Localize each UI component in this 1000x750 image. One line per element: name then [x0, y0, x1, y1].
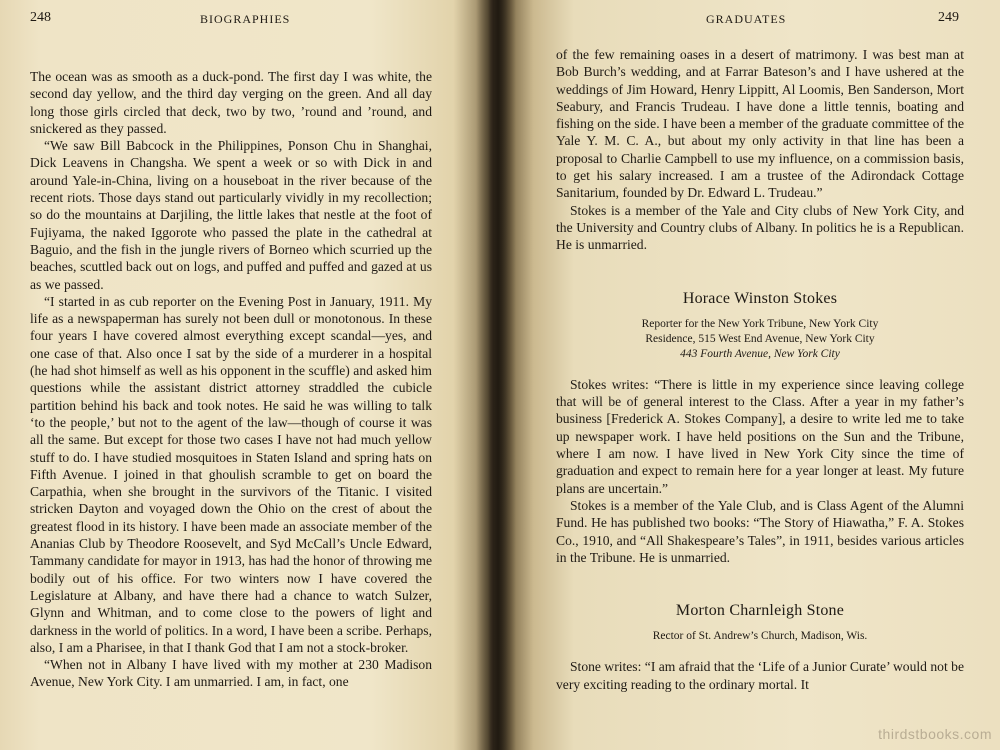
running-head: GRADUATES: [706, 12, 787, 26]
entry-details: [556, 629, 964, 644]
entry-name-heading: Morton Charnleigh Stone: [675, 602, 845, 620]
book-gutter: [476, 0, 516, 750]
paragraph: Stone writes: “I am afraid that the ‘Life of a Junior Curate’ would not be very exciting reading to the ordinary mortal. It: [556, 659, 964, 692]
left-page: [0, 0, 493, 750]
running-head: BIOGRAPHIES: [200, 12, 291, 26]
right-page: [493, 0, 1000, 750]
paragraph: “We saw Bill Babcock in the Philippines, Ponson Chu in Shanghai, Dick Leavens in Changsha. We spent a week or so with Dick in and around Yale-in-China, living on a houseboat in the river because of the recent riots. Those days stand out particularly vividly in my recollection; so do the mountains at Darjiling, the little lakes that nestle at the foot of Fujiyama, the naked Iggorote who passed the plate in the cathedral at Baguio, and the fish in the jungle rivers of Borneo which scurried up the beaches, scuttled back out on logs, and puffed and puffed and gazed at us as we passed.: [30, 138, 432, 292]
paragraph: of the few remaining oases in a desert of matrimony. I was best man at Bob Burch’s wedding, and at Farrar Bateson’s and I have ushered at the weddings of Jim Howard, Henry Lippitt, Al Loomis, Ben Sanderson, Mort Seabury, and Francis Trudeau. I have done a little tennis, boating and fishing on the side. I have been a member of the graduate committee of the Yale Y. M. C. A., but about my only activity in that line has been a proposal to Charlie Campbell to use my influence, on a commission basis, to get his salary increased. I am a trustee of the Adirondack Cottage Sanitarium, founded by Dr. Edward L. Trudeau.”: [556, 47, 964, 201]
paragraph: Stokes is a member of the Yale Club, and is Class Agent of the Alumni Fund. He has published two books: “The Story of Hiawatha,” F. A. Stokes Co., 1910, and “All Shakespeare’s Tales”, in 1911, besides various articles in the Tribune. He is unmarried.: [556, 497, 964, 565]
entry-residence: Residence, 515 West End Avenue, New York City: [645, 332, 875, 345]
paragraph: “I started in as cub reporter on the Evening Post in January, 1911. My life as a newspaperman has surely not been dull or monotonous. In these four years I have covered almost everything except scandal—yes, and one case of that. Also once I sat by the side of a murderer in a hospital (he had shot himself as well as his opponent in the scuffle) and asked him questions while the assistant district attorney straddled the cubicle partition behind his back and took notes. He said he was willing to talk ‘to the people,’ but not to the agent of the law—though of course it was all the same. But except for those two cases I have not had much yellow stuff to do. I have studied mosquitoes in Staten Island and spring hats on Fifth Avenue. I joined in that ghoulish scramble to get on board the Carpathia, when she brought in the survivors of the Titanic. I visited stricken Dayton and voyaged down the Ohio on the crest of about the greatest flood in its history. I have been made an associate member of the Ananias Club by Theodore Roosevelt, and Syd McCall’s Uncle Edward, Tammany candidate for mayor in 1913, has had the honor of throwing me bodily out of his office. For two winters now I have covered the Legislature at Albany, and have there had a chance to watch Sulzer, Glynn and Whitman, and to come close to the powers of light and darkness in the world of politics. In a word, I have been a scribe. Perhaps, also, I am a Pharisee, in that I thank God that I am not a stock-broker.: [30, 293, 432, 655]
entry-occupation: Rector of St. Andrew’s Church, Madison, Wis.: [652, 630, 868, 643]
watermark-text: thirdstbooks.com: [878, 726, 992, 742]
entry-occupation: Reporter for the New York Tribune, New York City: [641, 317, 879, 330]
right-page-text: [556, 46, 964, 693]
paragraph: Stokes writes: “There is little in my experience since leaving college that will be of general interest to the Class. After a year in my father’s business [Frederick A. Stokes Company], a desire to write led me to take up newspaper work. I have held positions on the Sun and the Tribune, where I am now. I have lived in New York City since the time of graduation and expect to remain here for a year longer at least. My future plans are uncertain.”: [556, 376, 964, 496]
paragraph: Stokes is a member of the Yale and City clubs of New York City, and the University and Country clubs of Albany. In politics he is a Republican. He is unmarried.: [556, 202, 964, 253]
paragraph: “When not in Albany I have lived with my mother at 230 Madison Avenue, New York City. I am unmarried. I am, in fact, one: [30, 657, 432, 690]
entry-address: 443 Fourth Avenue, New York City: [680, 347, 840, 360]
page-number: 249: [938, 10, 959, 25]
page-number: 248: [30, 10, 51, 25]
entry-details: [556, 317, 964, 362]
paragraph: The ocean was as smooth as a duck-pond. The first day I was white, the second day yellow, and the third day verging on the green. And all day long those girls circled that deck, two by two, ’round and ’round, and snickered as they passed.: [30, 69, 432, 136]
left-page-text: [30, 68, 432, 691]
entry-name-heading: Horace Winston Stokes: [682, 289, 838, 307]
